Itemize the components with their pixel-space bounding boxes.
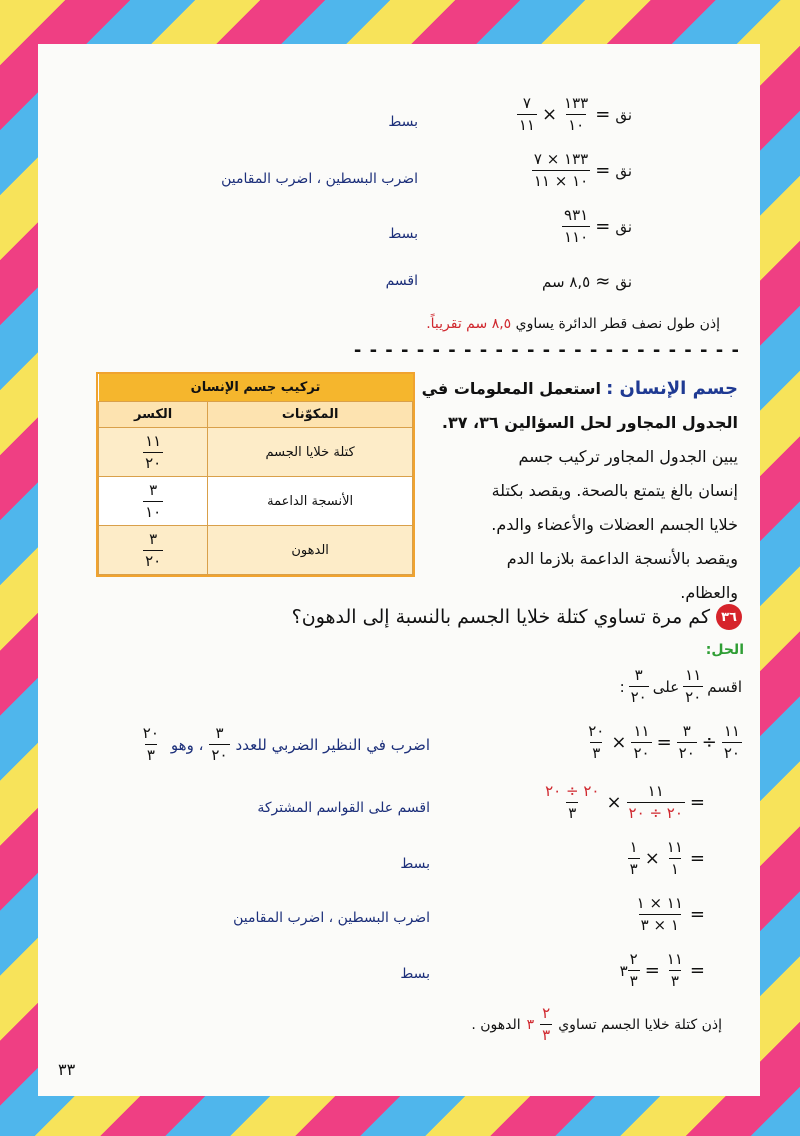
solution-note-5: بسط bbox=[400, 966, 430, 982]
fraction: ٧ ١١ bbox=[518, 94, 535, 134]
radius-conclusion: إذن طول نصف قطر الدائرة يساوي ٨,٥ سم تقريباً. bbox=[426, 316, 720, 332]
fraction: ٩٣١ ١١٠ bbox=[564, 206, 589, 246]
solution-label: الحل: bbox=[705, 642, 744, 658]
solution-note-1: اضرب في النظير الضربي للعدد ٣ ٢٠ ، وهو ٢٠ ٣ bbox=[142, 724, 430, 764]
radius-symbol: نق bbox=[615, 105, 632, 124]
question-number-badge: ٣٦ bbox=[716, 604, 742, 630]
table-title: تركيب جسم الإنسان bbox=[99, 374, 413, 402]
step-4: نق ≈ ٨,٥ سم bbox=[542, 271, 632, 292]
step-note: بسط bbox=[388, 226, 418, 242]
solution-note-4: اضرب البسطين ، اضرب المقامين bbox=[233, 910, 430, 926]
section-body: يبين الجدول المجاور تركيب جسم إنسان بالغ يتمتع بالصحة. ويقصد بكتلة خلايا الجسم العضلات والأعضاء والدم. ويقصد بالأنسجة الداعمة بلازما الدم والعظام. bbox=[491, 447, 738, 602]
page-number: ٣٣ bbox=[58, 1060, 76, 1079]
solution-line-5: = ١١ ٣ = ٢ ٣ ٣ bbox=[619, 950, 705, 990]
body-composition-table bbox=[96, 372, 415, 577]
dashed-divider: - - - - - - - - - - - - - - - - - - - - - - - - - bbox=[353, 340, 740, 361]
section-heading: جسم الإنسان : bbox=[606, 378, 738, 399]
fraction: ١٣٣ ١٠ bbox=[564, 94, 589, 134]
final-answer: إذن كتلة خلايا الجسم تساوي ٢ ٣ ٣ الدهون . bbox=[471, 1004, 722, 1044]
col-components: المكوّنات bbox=[208, 402, 413, 428]
solution-line-2: = ١١ ٢٠ ÷ ٢٠ × ٢٠ ÷ ٢٠ ٣ bbox=[545, 782, 705, 822]
step-3: نق = ٩٣١ ١١٠ bbox=[564, 206, 632, 246]
step-note: اقسم bbox=[385, 273, 418, 289]
page-sheet bbox=[38, 44, 760, 1096]
solution-line-4: = ١١ × ١ ١ × ٣ bbox=[636, 894, 705, 934]
table-row: كتلة خلايا الجسم ١١ ٢٠ bbox=[99, 428, 413, 477]
step-note: اضرب البسطين ، اضرب المقامين bbox=[221, 171, 418, 187]
fraction: ١٣٣ × ٧ ١٠ × ١١ bbox=[533, 150, 589, 190]
solution-note-2: اقسم على القواسم المشتركة bbox=[257, 800, 430, 816]
solution-line-3: = ١١ ١ × ١ ٣ bbox=[629, 838, 705, 878]
col-fraction: الكسر bbox=[99, 402, 208, 428]
table-row: الأنسجة الداعمة ٣ ١٠ bbox=[99, 477, 413, 526]
step-1: نق = ١٣٣ ١٠ × ٧ ١١ bbox=[518, 94, 632, 134]
solution-note-3: بسط bbox=[400, 856, 430, 872]
divide-instruction: اقسم ١١ ٢٠ على ٣ ٢٠ : bbox=[619, 666, 742, 706]
question-36: ٣٦ كم مرة تساوي كتلة خلايا الجسم بالنسبة إلى الدهون؟ bbox=[292, 604, 742, 630]
section-intro: جسم الإنسان : استعمل المعلومات في الجدول المجاور لحل السؤالين ٣٦، ٣٧. يبين الجدول المجاور تركيب جسم إنسان بالغ يتمتع بالصحة. ويقصد بكتلة خلايا الجسم العضلات والأعضاء والدم. ويقصد بالأنسجة الداعمة بلازما الدم والعظام. bbox=[418, 372, 738, 610]
step-note: بسط bbox=[388, 114, 418, 130]
solution-line-1: ١١ ٢٠ ÷ ٣ ٢٠ = ١١ ٢٠ × ٢٠ ٣ bbox=[588, 722, 740, 762]
step-2: نق = ١٣٣ × ٧ ١٠ × ١١ bbox=[533, 150, 632, 190]
table-row: الدهون ٣ ٢٠ bbox=[99, 526, 413, 575]
